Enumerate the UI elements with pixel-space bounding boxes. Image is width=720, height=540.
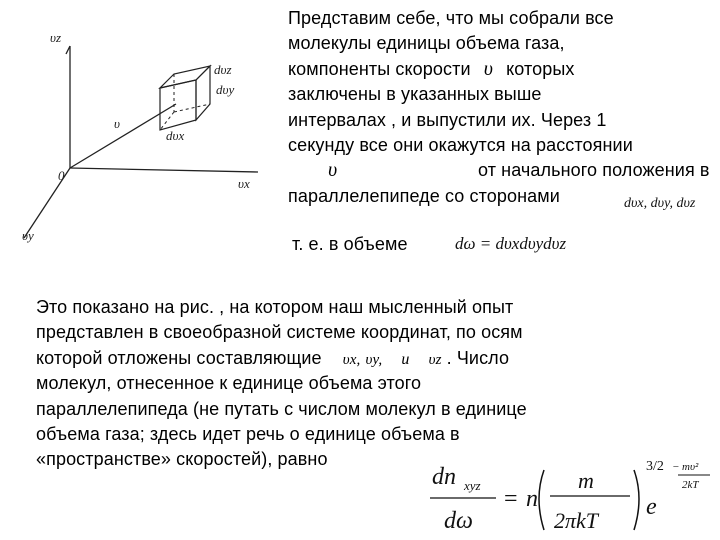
volume-line: т. е. в объеме bbox=[292, 234, 408, 254]
sides-math: dυx, dυy, dυz bbox=[624, 196, 696, 211]
vx-axis bbox=[70, 168, 258, 172]
svg-text:xyz: xyz bbox=[464, 478, 481, 493]
text-line: «пространстве» скоростей), равно bbox=[36, 449, 328, 470]
and-word: и bbox=[401, 350, 410, 368]
bottom-paragraph bbox=[36, 295, 527, 473]
svg-text:dω: dω bbox=[444, 508, 473, 534]
text-line: компоненты скорости υ которых bbox=[288, 57, 575, 80]
text-line: υ от начального положения в bbox=[288, 158, 710, 183]
svg-text:=: = bbox=[504, 486, 518, 512]
svg-text:n: n bbox=[526, 486, 538, 512]
svg-text:mυ²: mυ² bbox=[682, 461, 699, 473]
origin-label: 0 bbox=[58, 168, 65, 183]
text-line: объема газа; здесь идет речь о единице объема в bbox=[36, 423, 460, 444]
vy-label: υy bbox=[22, 228, 34, 243]
vx-label: υx bbox=[238, 176, 250, 191]
text-line: которой отложены составляющие υx, υy, и υz . Число bbox=[36, 347, 510, 368]
component-vy: υy, bbox=[365, 351, 383, 368]
svg-text:2kT: 2kT bbox=[682, 479, 699, 491]
distribution-formula bbox=[420, 450, 720, 540]
text-line: молекул, отнесенное к единице объема этого bbox=[36, 373, 422, 394]
text-line: Представим себе, что мы собрали все bbox=[288, 8, 614, 28]
vector-label: υ bbox=[114, 116, 120, 131]
svg-text:e: e bbox=[646, 494, 657, 520]
top-paragraph bbox=[288, 6, 710, 209]
text-line: параллелепипеде со сторонами bbox=[288, 185, 560, 206]
svg-text:3/2: 3/2 bbox=[646, 459, 664, 474]
svg-text:m: m bbox=[578, 468, 594, 493]
text-line: интервалах , и выпустили их. Через 1 bbox=[288, 109, 607, 130]
volume-math: dω = dυxdυydυz bbox=[455, 234, 567, 253]
text-line: Это показано на рис. , на котором наш мысленный опыт bbox=[36, 297, 514, 317]
text-line: параллелепипеда (не путать с числом молекул в единице bbox=[36, 398, 527, 419]
svg-text:−: − bbox=[672, 461, 680, 473]
component-vz: υz bbox=[428, 351, 442, 368]
upsilon-symbol: υ bbox=[483, 57, 493, 80]
vz-label: υz bbox=[50, 30, 62, 45]
velocity-space-figure bbox=[0, 0, 290, 270]
text-line: молекулы единицы объема газа, bbox=[288, 33, 565, 54]
upsilon-symbol: υ bbox=[328, 159, 338, 182]
dvz-label: dυz bbox=[214, 62, 232, 77]
dvx-label: dυx bbox=[166, 128, 185, 143]
text-line: заключены в указанных выше bbox=[288, 84, 542, 105]
text-line: представлен в своеобразной системе координат, по осям bbox=[36, 322, 523, 343]
parallelepiped bbox=[160, 66, 210, 130]
dvy-label: dυy bbox=[216, 82, 235, 97]
text-line: секунду все они окажутся на расстоянии bbox=[288, 134, 633, 155]
svg-text:dn: dn bbox=[432, 464, 456, 490]
svg-text:2πkT: 2πkT bbox=[554, 508, 599, 533]
component-vx: υx, bbox=[342, 351, 361, 368]
